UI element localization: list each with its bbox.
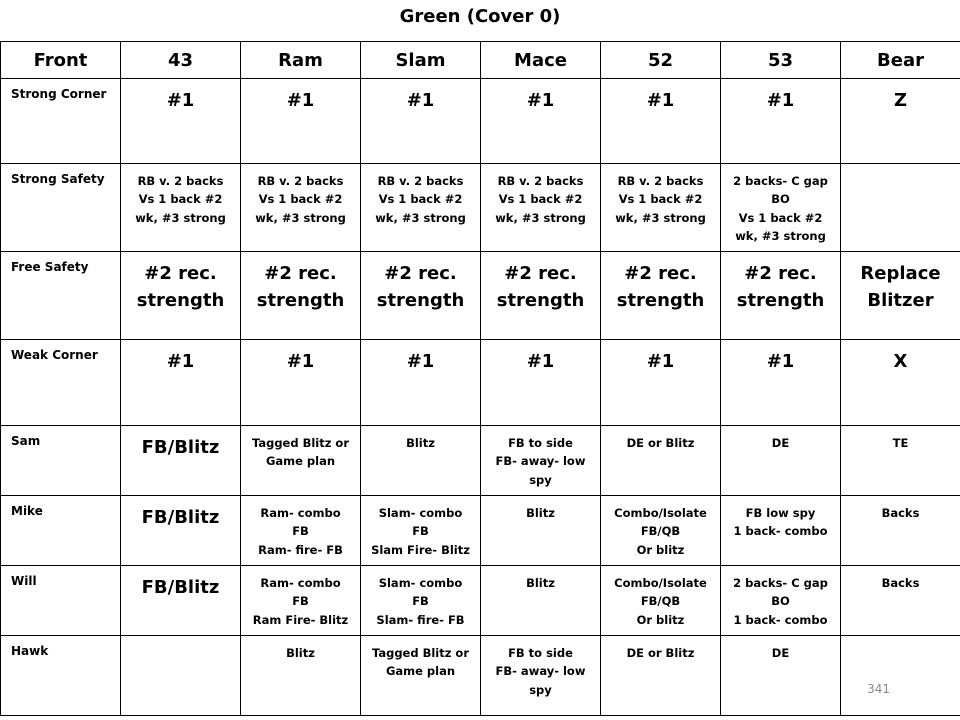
table-cell: Blitz [481,496,601,566]
table-cell: FB/Blitz [121,566,241,636]
row-label: Hawk [1,636,121,716]
table-cell [841,636,960,716]
table-cell: #1 [481,340,601,426]
table-cell: Backs [841,566,960,636]
table-cell: #2 rec. strength [721,252,841,340]
row-label: Strong Corner [1,79,121,164]
table-cell: RB v. 2 backs Vs 1 back #2 wk, #3 strong [361,164,481,252]
table-cell: #1 [121,340,241,426]
table-row [1,566,960,636]
table-cell: #1 [121,79,241,164]
row-label: Weak Corner [1,340,121,426]
table-cell: #1 [601,340,721,426]
table-cell: #2 rec. strength [241,252,361,340]
table-cell: #2 rec. strength [481,252,601,340]
column-header: Ram [241,42,361,79]
column-header: 52 [601,42,721,79]
table-cell: FB/Blitz [121,496,241,566]
table-row [1,340,960,426]
table-cell: Z [841,79,960,164]
table-cell: Ram- combo FB Ram Fire- Blitz [241,566,361,636]
table-cell [841,164,960,252]
table-cell: Combo/Isolate FB/QB Or blitz [601,566,721,636]
table-cell: 2 backs- C gap BO Vs 1 back #2 wk, #3 strong [721,164,841,252]
table-cell: #2 rec. strength [601,252,721,340]
table-row [1,496,960,566]
table-row [1,426,960,496]
column-header: 43 [121,42,241,79]
table-cell: RB v. 2 backs Vs 1 back #2 wk, #3 strong [601,164,721,252]
table-cell: Blitz [481,566,601,636]
table-cell: #1 [361,340,481,426]
column-header: Bear [841,42,960,79]
table-cell: Slam- combo FB Slam Fire- Blitz [361,496,481,566]
table-cell: DE [721,636,841,716]
table-cell: RB v. 2 backs Vs 1 back #2 wk, #3 strong [241,164,361,252]
table-cell: Blitz [241,636,361,716]
table-cell: FB low spy 1 back- combo [721,496,841,566]
table-cell: FB/Blitz [121,426,241,496]
table-cell: Tagged Blitz or Game plan [361,636,481,716]
table-title: Green (Cover 0) [399,6,561,27]
table-cell: Ram- combo FB Ram- fire- FB [241,496,361,566]
table-cell: Replace Blitzer [841,252,960,340]
table-cell: #1 [361,79,481,164]
table-cell: Backs [841,496,960,566]
table-cell: RB v. 2 backs Vs 1 back #2 wk, #3 strong [121,164,241,252]
table-cell: X [841,340,960,426]
column-header: Mace [481,42,601,79]
table-row [1,79,960,164]
table-cell: DE or Blitz [601,636,721,716]
table-cell [121,636,241,716]
table-cell: #1 [241,79,361,164]
page-number: 341 [867,682,890,696]
table-cell: FB to side FB- away- low spy [481,636,601,716]
table-cell: Combo/Isolate FB/QB Or blitz [601,496,721,566]
table-cell: RB v. 2 backs Vs 1 back #2 wk, #3 strong [481,164,601,252]
table-cell: #1 [721,340,841,426]
table-cell: FB to side FB- away- low spy [481,426,601,496]
table-cell: #1 [721,79,841,164]
row-label: Free Safety [1,252,121,340]
table-cell: Slam- combo FB Slam- fire- FB [361,566,481,636]
row-label: Strong Safety [1,164,121,252]
table-cell: DE or Blitz [601,426,721,496]
row-label: Will [1,566,121,636]
table-row [1,252,960,340]
table-cell: Tagged Blitz or Game plan [241,426,361,496]
table-cell: #2 rec. strength [361,252,481,340]
table-row [1,636,960,716]
table-cell: #1 [241,340,361,426]
table-cell: #2 rec. strength [121,252,241,340]
table-row [1,164,960,252]
table-cell: Blitz [361,426,481,496]
table-cell: #1 [601,79,721,164]
column-header: Slam [361,42,481,79]
table-cell: #1 [481,79,601,164]
header-row [1,42,960,79]
coverage-table [0,41,960,716]
table-cell: DE [721,426,841,496]
table-cell: TE [841,426,960,496]
row-label: Mike [1,496,121,566]
table-cell: 2 backs- C gap BO 1 back- combo [721,566,841,636]
column-header: Front [1,42,121,79]
row-label: Sam [1,426,121,496]
column-header: 53 [721,42,841,79]
